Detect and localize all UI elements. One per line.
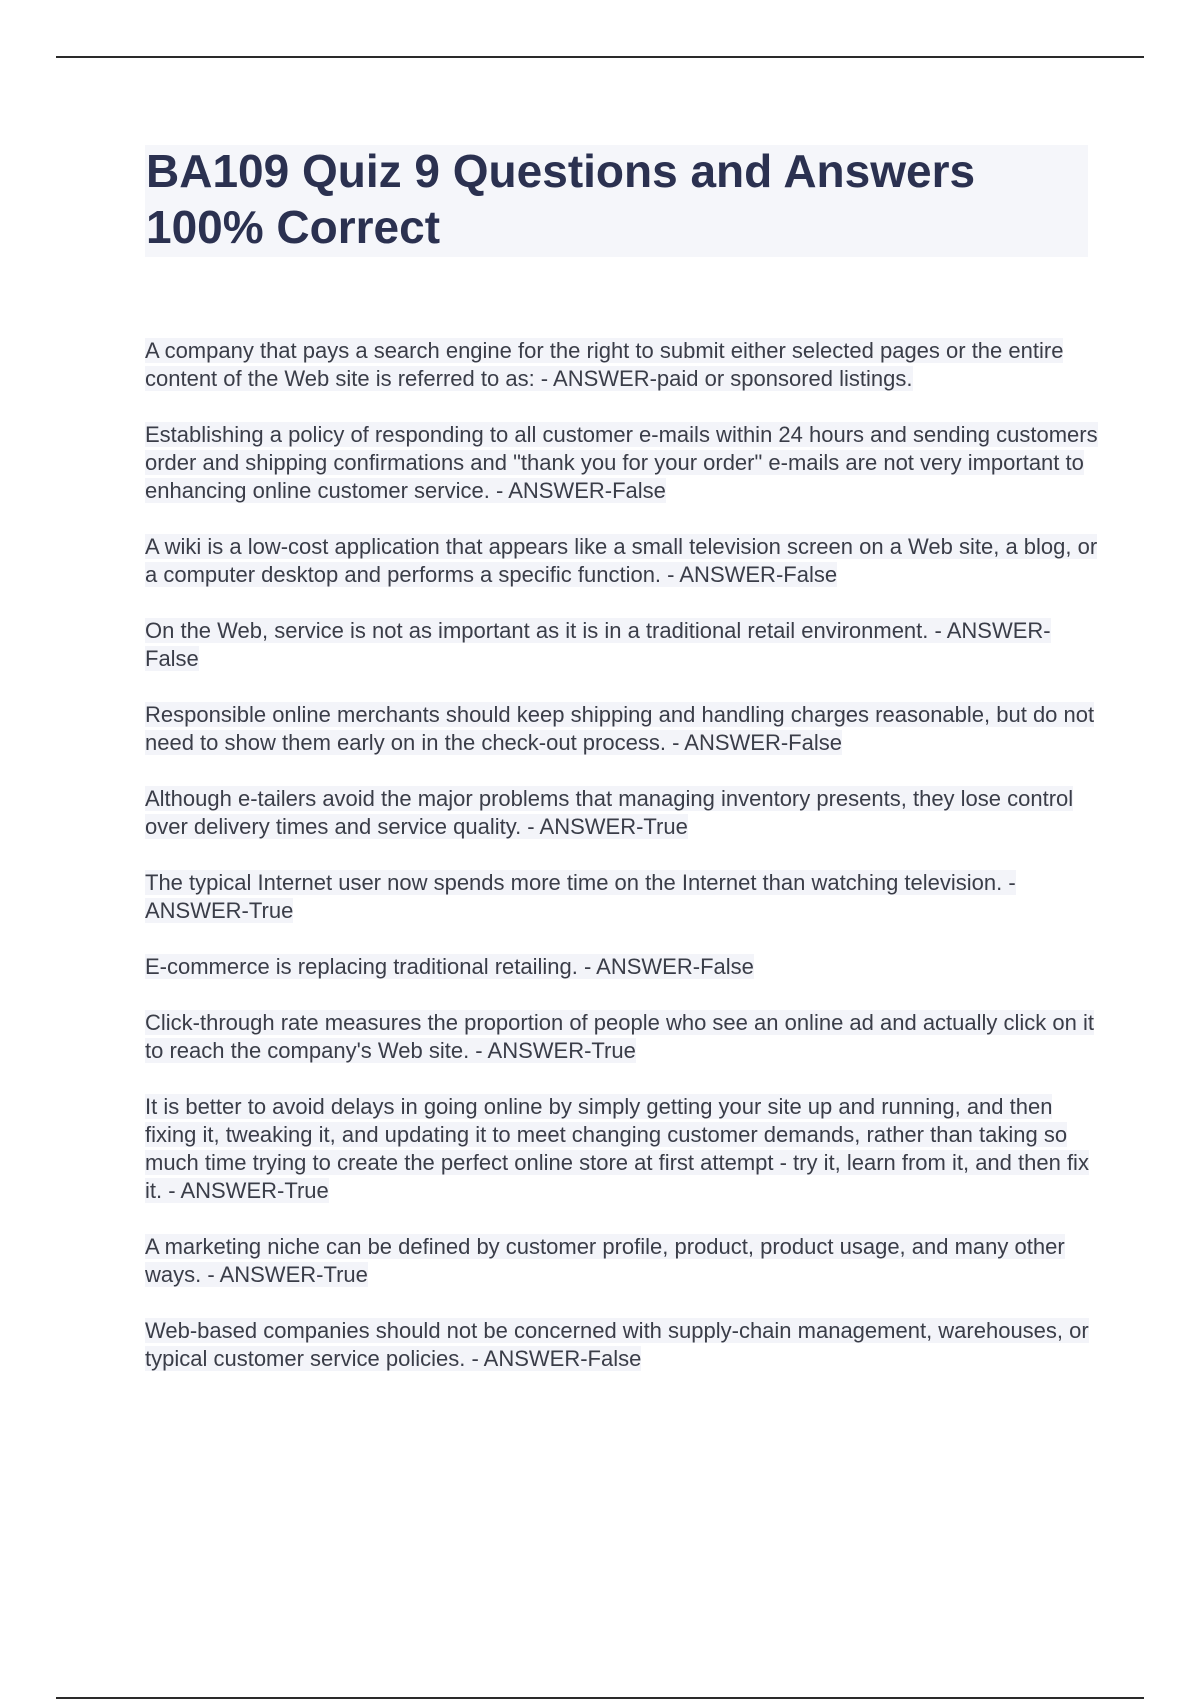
qa-item [145, 337, 1100, 393]
qa-item [145, 1233, 1100, 1289]
title-line-2: 100% Correct [146, 201, 441, 253]
qa-item [145, 953, 1100, 981]
qa-text: On the Web, service is not as important as it is in a traditional retail environment. - ANSWER-False [145, 618, 1051, 671]
qa-item [145, 1093, 1100, 1205]
qa-item [145, 869, 1100, 925]
qa-text: A company that pays a search engine for the right to submit either selected pages or the entire content of the Web site is referred to as: - ANSWER-paid or sponsored listings. [145, 338, 1064, 391]
qa-text: Responsible online merchants should keep shipping and handling charges reasonable, but do not need to show them early on in the check-out process. - ANSWER-False [145, 702, 1095, 755]
qa-text: Click-through rate measures the proportion of people who see an online ad and actually click on it to reach the company's Web site. - ANSWER-True [145, 1010, 1094, 1063]
qa-text: A marketing niche can be defined by customer profile, product, product usage, and many other ways. - ANSWER-True [145, 1234, 1065, 1287]
footer-rule [56, 1697, 1144, 1699]
header-rule [56, 56, 1144, 58]
qa-text: A wiki is a low-cost application that appears like a small television screen on a Web site, a blog, or a computer desktop and performs a specific function. - ANSWER-False [145, 534, 1098, 587]
qa-item [145, 785, 1100, 841]
qa-text: Although e-tailers avoid the major problems that managing inventory presents, they lose control over delivery times and service quality. - ANSWER-True [145, 786, 1074, 839]
qa-item [145, 617, 1100, 673]
qa-text: It is better to avoid delays in going online by simply getting your site up and running, and then fixing it, tweaking it, and updating it to meet changing customer demands, rather than taking so much time trying to create the perfect online store at first attempt - try it, learn from it, and then fix it. - ANSWER-True [145, 1094, 1089, 1203]
qa-list [145, 337, 1100, 1401]
qa-text: E-commerce is replacing traditional retailing. - ANSWER-False [145, 954, 754, 979]
qa-text: Establishing a policy of responding to all customer e-mails within 24 hours and sending customers order and shipping confirmations and "thank you for your order" e-mails are not very important to enhancing online customer service. - ANSWER-False [145, 422, 1098, 503]
qa-text: Web-based companies should not be concerned with supply-chain management, warehouses, or typical customer service policies. - ANSWER-False [145, 1318, 1089, 1371]
qa-item [145, 533, 1100, 589]
qa-text: The typical Internet user now spends more time on the Internet than watching television. - ANSWER-True [145, 870, 1016, 923]
qa-item [145, 421, 1100, 505]
page-title [146, 143, 1076, 255]
qa-item [145, 701, 1100, 757]
qa-item [145, 1009, 1100, 1065]
title-line-1: BA109 Quiz 9 Questions and Answers [146, 145, 976, 197]
qa-item [145, 1317, 1100, 1373]
